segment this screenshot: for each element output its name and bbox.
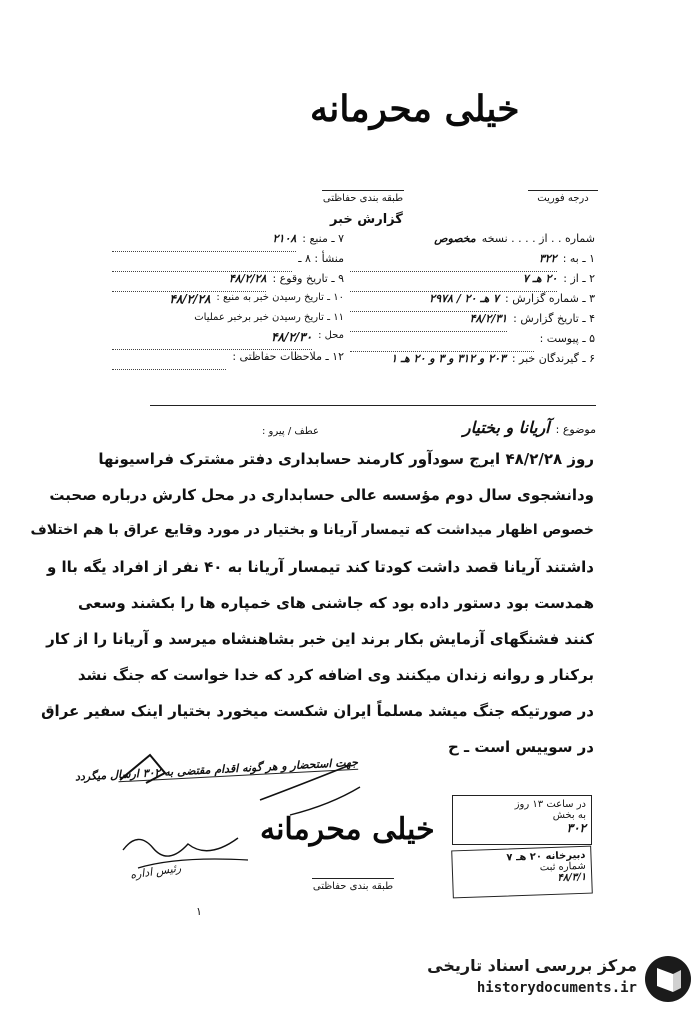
field-value: ۳۲۲ <box>350 252 557 272</box>
field-value <box>112 350 226 370</box>
field-row <box>350 292 595 312</box>
bottom-classification-stamp: خیلی محرمانه <box>260 812 435 847</box>
field-label: ۷ ـ منبع : <box>302 232 344 245</box>
registry-stamp <box>452 795 592 845</box>
field-label: منشأ : ۸ ـ <box>298 252 344 265</box>
scribble-stroke <box>120 755 165 783</box>
top-classification-stamp: خیلی محرمانه <box>310 88 520 130</box>
signature-stroke <box>118 820 258 880</box>
secretariat-stamp <box>451 846 593 899</box>
field-value: ۴۸/۲/۳۱ <box>350 312 507 332</box>
field-label: محل : <box>318 330 344 341</box>
stamp-line: شماره ثبت <box>539 860 587 874</box>
scribble-stroke <box>260 765 350 800</box>
signature: رئیس اداره <box>129 861 182 882</box>
body-line: کنند فشنگهای آزمایش بکار برند این خبر بشاهنشاه میرسد و آریانا را از کار <box>46 630 594 648</box>
priority-label: درجه فوریت <box>528 190 598 204</box>
scribble-stroke <box>290 787 360 815</box>
stamp-line: ۳۰۲ <box>566 821 586 835</box>
field-row <box>112 272 344 292</box>
field-row <box>350 312 595 332</box>
reference-label: عطف / پیرو : <box>262 426 319 437</box>
field-row <box>350 252 595 272</box>
body-line: در سوییس است ـ ح <box>447 738 594 756</box>
body-line: در صورتیکه جنگ میشد مسلماً ایران شکست میخورد بختیار اینک سفیر عراق <box>41 702 594 720</box>
fields-left-column <box>112 232 344 370</box>
field-label: ۹ ـ تاریخ وقوع : <box>272 272 344 285</box>
field-row <box>112 292 344 312</box>
section-divider <box>150 405 596 406</box>
field-value: ۲۰۳ و ۳۱۲ و ۳ و ۲۰ هـ ۱ <box>391 352 506 365</box>
body-line: ودانشجوی سال دوم مؤسسه عالی حسابداری در محل کارش درباره صحبت <box>49 486 594 504</box>
watermark-logo-icon <box>643 954 693 1004</box>
field-value: ۴۸/۲/۲۸ <box>169 292 211 306</box>
body-line: داشتند آریانا قصد داشت کودتا کند تیمسار آریانا به ۴۰ نفر از افراد یگه باا و <box>46 558 594 576</box>
field-label: ۶ ـ گیرندگان خبر : <box>511 352 595 365</box>
field-row <box>350 352 595 372</box>
page-number: ۱ <box>196 905 202 918</box>
protection-class-label-top: طبقه بندی حفاظتی <box>322 190 404 204</box>
field-value <box>112 252 292 272</box>
protection-class-label-bottom: طبقه بندی حفاظتی <box>312 878 394 892</box>
field-value: ۴۸/۲/۳۰ <box>112 330 312 350</box>
field-label: ۳ ـ شماره گزارش : <box>505 292 595 305</box>
field-label: شماره . . از . . . . نسخه <box>481 232 595 245</box>
subject-label: موضوع : <box>555 423 596 436</box>
watermark-title: مرکز بررسی اسناد تاریخی <box>427 956 637 975</box>
field-row <box>112 232 344 252</box>
fields-right-column <box>350 232 595 372</box>
body-line: خصوص اظهار میداشت که تیمسار آریانا و بختیار در مورد وقایع عراق با هم اختلاف <box>30 522 594 538</box>
watermark-url: historydocuments.ir <box>476 980 637 996</box>
field-row <box>350 272 595 292</box>
stamp-line: دبیرخانه ۲۰ هـ ۷ <box>506 849 586 864</box>
field-value: مخصوص <box>434 232 476 245</box>
body-line: همدست بود دستور داده بود که جاشنی های خمپاره ها را بکشند وسعی <box>77 594 594 612</box>
field-label: ۱۲ ـ ملاحظات حفاظتی : <box>232 350 344 363</box>
field-label: ۱۱ ـ تاریخ رسیدن خبر برخبر عملیات <box>194 312 344 323</box>
field-row <box>112 252 344 272</box>
body-line: روز ۴۸/۲/۲۸ ایرج سودآور کارمند حسابداری دفتر مشترک فراسیونها <box>98 450 594 468</box>
stamp-line: ۴۸/۳/۱ <box>557 871 587 884</box>
report-title: گزارش خبر <box>330 212 403 227</box>
field-row <box>112 312 344 330</box>
body-line: برکنار و روانه زندان میکنند وی اضافه کرد که خدا خواست که جنگ نشد <box>77 666 594 684</box>
stamp-line: به بخش <box>552 810 586 821</box>
forwarding-note: جهت استحضار و هر گونه اقدام مقتضی به ۳۰۲ ارسال میگردد <box>74 755 359 784</box>
field-value <box>350 332 534 352</box>
field-label: ۱۰ ـ تاریخ رسیدن خبر به منبع : <box>216 292 344 303</box>
field-value: ۴۸/۲/۲۸ <box>112 272 266 292</box>
field-label: ۴ ـ تاریخ گزارش : <box>513 312 595 325</box>
field-row <box>350 332 595 352</box>
field-label: ۱ ـ به : <box>562 252 595 265</box>
field-label: ۵ ـ پیوست : <box>539 332 595 345</box>
field-value: ۲۰ هـ ۷ <box>350 272 557 292</box>
field-row <box>112 330 344 350</box>
subject-value: آریانا و بختیار <box>462 418 550 437</box>
field-value: ۲۱۰۸ <box>112 232 296 252</box>
field-value: ۷ هـ ۲۰ / ۲۹۷۸ <box>350 292 499 312</box>
field-label: ۲ ـ از : <box>563 272 595 285</box>
watermark <box>410 950 695 1008</box>
field-row <box>350 232 595 252</box>
field-row <box>112 350 344 370</box>
stamp-line: در ساعت ۱۳ روز <box>514 799 586 810</box>
